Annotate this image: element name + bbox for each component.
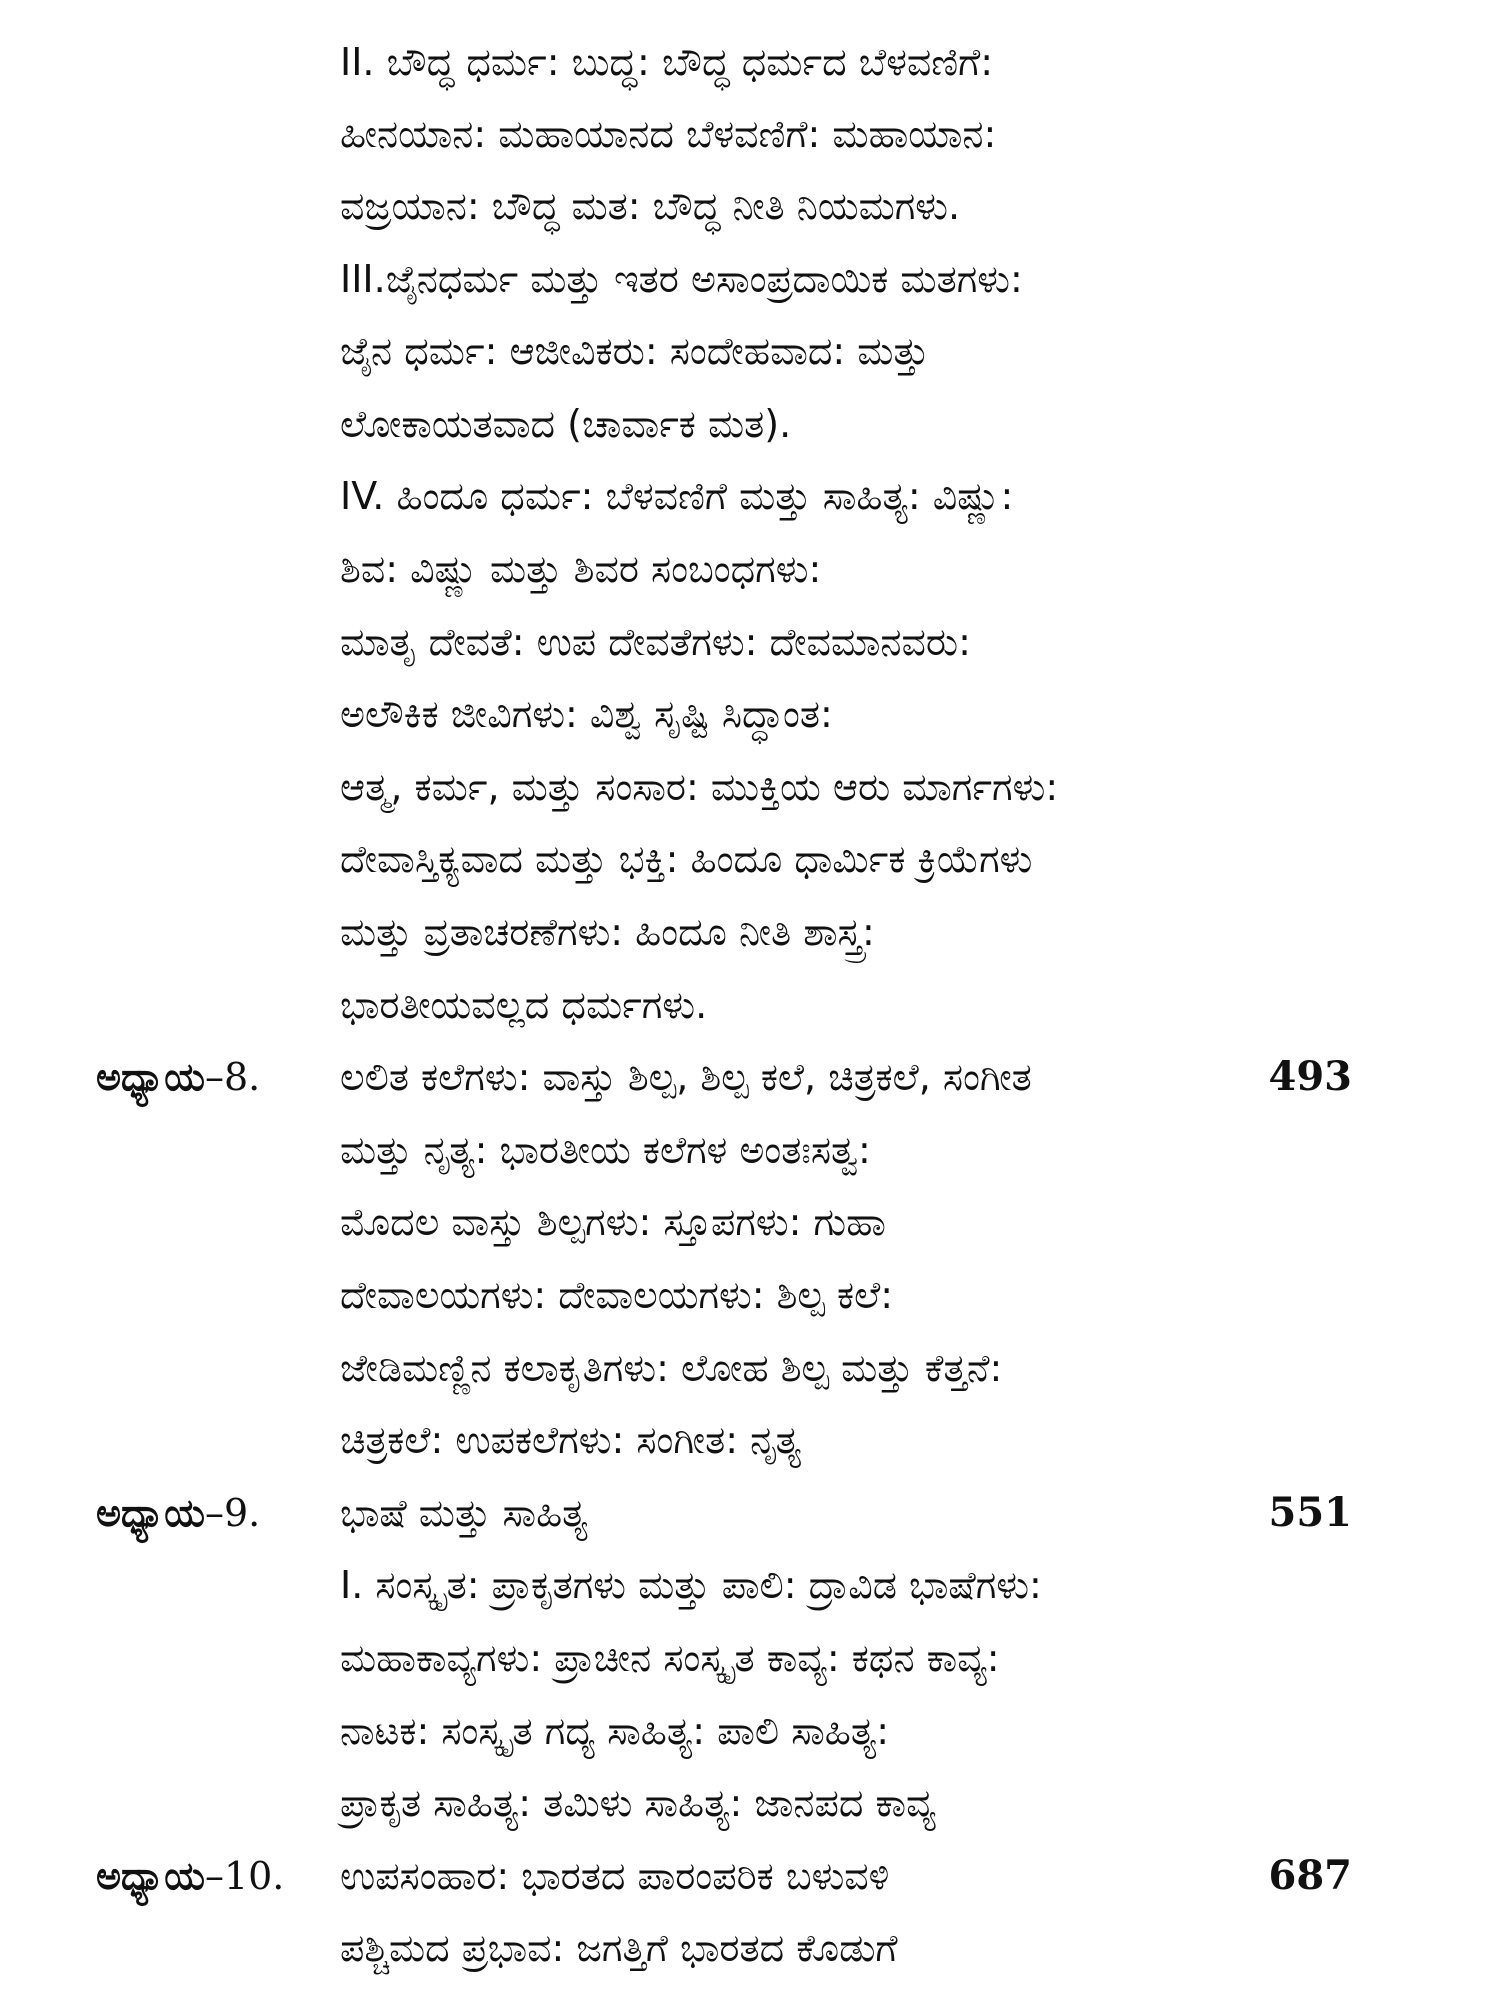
contents-line: ಹೀನಯಾನ: ಮಹಾಯಾನದ ಬೆಳವಣಿಗೆ: ಮಹಾಯಾನ: [340,112,997,156]
contents-line: ನಾಟಕ: ಸಂಸ್ಕೃತ ಗದ್ಯ ಸಾಹಿತ್ಯ: ಪಾಲಿ ಸಾಹಿತ್ಯ: [340,1709,890,1753]
contents-line: ಮತ್ತು ನೃತ್ಯ: ಭಾರತೀಯ ಕಲೆಗಳ ಅಂತಃಸತ್ವ: [340,1128,871,1172]
contents-line: ಆತ್ಮ, ಕರ್ಮ, ಮತ್ತು ಸಂಸಾರ: ಮುಕ್ತಿಯ ಆರು ಮಾರ್ಗಗಳು: [340,765,1059,809]
contents-line: ದೇವಾಲಯಗಳು: ದೇವಾಲಯಗಳು: ಶಿಲ್ಪ ಕಲೆ: [340,1273,894,1317]
contents-line: ಜೇಡಿಮಣ್ಣಿನ ಕಲಾಕೃತಿಗಳು: ಲೋಹ ಶಿಲ್ಪ ಮತ್ತು ಕೆತ್ತನೆ: [340,1346,1003,1390]
contents-line: ಪ್ರಾಕೃತ ಸಾಹಿತ್ಯ: ತಮಿಳು ಸಾಹಿತ್ಯ: ಜಾನಪದ ಕಾವ್ಯ [340,1781,936,1825]
contents-line: ಲೋಕಾಯತವಾದ (ಚಾರ್ವಾಕ ಮತ). [340,402,792,446]
chapter-word: ಅಧ್ಯಾಯ [96,1854,205,1898]
chapter-8-label [96,1051,260,1103]
chapter-word: ಅಧ್ಯಾಯ [96,1491,205,1535]
chapter-number: –8. [204,1055,261,1099]
contents-line: ಅಲೌಕಿಕ ಜೀವಿಗಳು: ವಿಶ್ವ ಸೃಷ್ಟಿ ಸಿದ್ಧಾಂತ: [340,692,833,736]
contents-line: I. ಸಂಸ್ಕೃತ: ಪ್ರಾಕೃತಗಳು ಮತ್ತು ಪಾಲಿ: ದ್ರಾವಿಡ ಭಾಷೆಗಳು: [340,1563,1042,1607]
contents-line: ವಜ್ರಯಾನ: ಬೌದ್ಧ ಮತ: ಬೌದ್ಧ ನೀತಿ ನಿಯಮಗಳು. [340,184,961,228]
chapter-number: –9. [204,1491,261,1535]
contents-line: ಪಶ್ಚಿಮದ ಪ್ರಭಾವ: ಜಗತ್ತಿಗೆ ಭಾರತದ ಕೊಡುಗೆ [340,1926,898,1970]
contents-line: ದೇವಾಸ್ತಿಕ್ಯವಾದ ಮತ್ತು ಭಕ್ತಿ: ಹಿಂದೂ ಧಾರ್ಮಿಕ ಕ್ರಿಯೆಗಳು [340,837,1033,881]
contents-line: ಮೊದಲ ವಾಸ್ತು ಶಿಲ್ಪಗಳು: ಸ್ತೂಪಗಳು: ಗುಹಾ [340,1200,886,1244]
chapter-9-label [96,1487,260,1539]
contents-line: ಮಾತೃ ದೇವತೆ: ಉಪ ದೇವತೆಗಳು: ದೇವಮಾನವರು: [340,620,971,664]
contents-line: II. ಬೌದ್ಧ ಧರ್ಮ: ಬುದ್ಧ: ಬೌದ್ಧ ಧರ್ಮದ ಬೆಳವಣಿಗೆ: [340,40,994,84]
chapter-8-page-number: 493 [1268,1053,1352,1100]
chapter-9-page-number: 551 [1268,1489,1352,1536]
chapter-8-title: ಲಲಿತ ಕಲೆಗಳು: ವಾಸ್ತು ಶಿಲ್ಪ, ಶಿಲ್ಪ ಕಲೆ, ಚಿತ್ರಕಲೆ, ಸಂಗೀತ [340,1055,1032,1099]
contents-line: ಜೈನ ಧರ್ಮ: ಆಜೀವಿಕರು: ಸಂದೇಹವಾದ: ಮತ್ತು [340,329,929,373]
chapter-9-title: ಭಾಷೆ ಮತ್ತು ಸಾಹಿತ್ಯ [340,1491,588,1535]
chapter-10-title: ಉಪಸಂಹಾರ: ಭಾರತದ ಪಾರಂಪರಿಕ ಬಳುವಳಿ [340,1854,890,1898]
contents-line: ಚಿತ್ರಕಲೆ: ಉಪಕಲೆಗಳು: ಸಂಗೀತ: ನೃತ್ಯ [340,1418,802,1462]
contents-line: ಮತ್ತು ವ್ರತಾಚರಣೆಗಳು: ಹಿಂದೂ ನೀತಿ ಶಾಸ್ತ್ರ: [340,910,875,954]
chapter-10-page-number: 687 [1268,1852,1352,1899]
contents-line: IV. ಹಿಂದೂ ಧರ್ಮ: ಬೆಳವಣಿಗೆ ಮತ್ತು ಸಾಹಿತ್ಯ: ವಿಷ್ಣು: [340,474,1014,518]
chapter-word: ಅಧ್ಯಾಯ [96,1055,205,1099]
contents-line: III.ಜೈನಧರ್ಮ ಮತ್ತು ಇತರ ಅಸಾಂಪ್ರದಾಯಿಕ ಮತಗಳು: [340,257,1023,301]
contents-line: ಭಾರತೀಯವಲ್ಲದ ಧರ್ಮಗಳು. [340,983,708,1027]
chapter-number: –10. [204,1854,285,1898]
chapter-10-label [96,1850,284,1902]
contents-line: ಮಹಾಕಾವ್ಯಗಳು: ಪ್ರಾಚೀನ ಸಂಸ್ಕೃತ ಕಾವ್ಯ: ಕಥನ ಕಾವ್ಯ: [340,1636,1000,1680]
contents-line: ಶಿವ: ವಿಷ್ಣು ಮತ್ತು ಶಿವರ ಸಂಬಂಧಗಳು: [340,547,822,591]
